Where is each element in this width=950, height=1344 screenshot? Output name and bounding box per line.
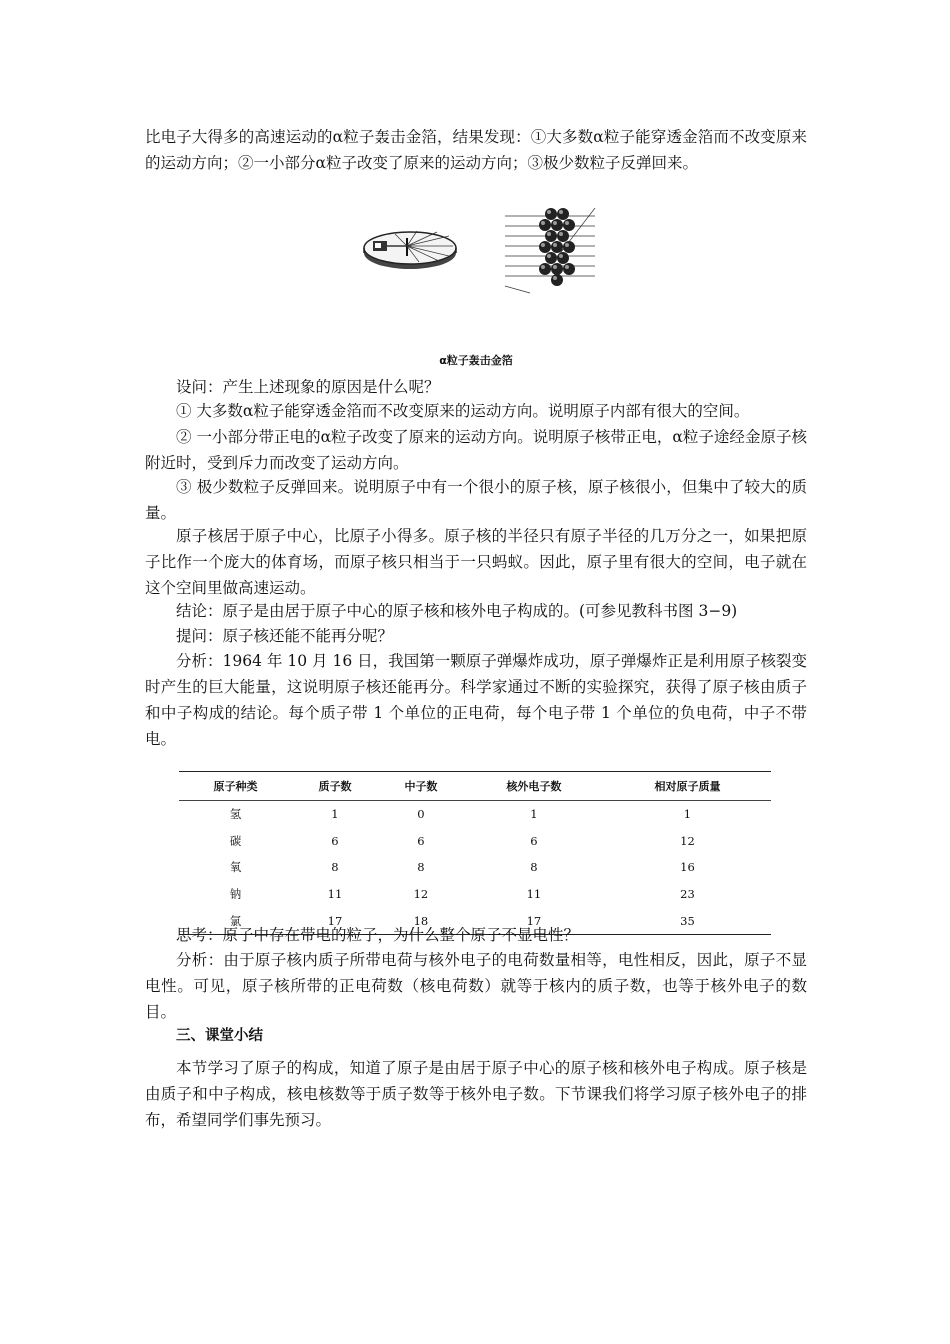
table-header-cell: 相对原子质量 bbox=[604, 772, 771, 801]
table-cell: 钠 bbox=[229, 887, 242, 902]
explanation-3: ③ 极少数粒子反弹回来。说明原子中有一个很小的原子核，原子核很小，但集中了较大的质量。 bbox=[145, 478, 807, 522]
table-row bbox=[179, 854, 771, 881]
table-header-cell: 质子数 bbox=[292, 772, 378, 801]
table-cell: 碳 bbox=[229, 833, 242, 848]
table-cell: 氢 bbox=[229, 807, 242, 822]
atom-composition-table bbox=[179, 771, 771, 935]
table-cell: 35 bbox=[604, 907, 771, 934]
table-cell: 12 bbox=[680, 833, 695, 848]
table-cell: 6 bbox=[331, 833, 339, 848]
table-header-cell: 核外电子数 bbox=[464, 772, 604, 801]
question-2-paragraph: 提问：原子核还能不能再分呢？ bbox=[176, 627, 394, 645]
table-cell: 11 bbox=[327, 887, 343, 902]
table-cell: 0 bbox=[417, 807, 425, 822]
question-paragraph: 设问：产生上述现象的原因是什么呢？ bbox=[176, 378, 440, 396]
analysis-paragraph: 分析：1964 年 10 月 16 日，我国第一颗原子弹爆炸成功，原子弹爆炸正是利用原子核裂变时产生的巨大能量，这说明原子核还能再分。科学家通过不断的实验探究，获得了原子核由质子和中子构成的结论。每个质子带 1 个单位的正电荷，每个电子带 1 个单位的负电荷，中子不带电。 bbox=[145, 652, 807, 748]
section-heading: 三、课堂小结 bbox=[176, 1028, 263, 1044]
table-cell: 6 bbox=[417, 833, 425, 848]
think-paragraph: 思考：原子中存在带电的粒子，为什么整个原子不显电性？ bbox=[176, 926, 580, 944]
table-cell: 23 bbox=[680, 887, 695, 902]
table-row bbox=[179, 801, 771, 828]
analysis-2-paragraph: 分析：由于原子核内质子所带电荷与核外电子的电荷数量相等，电性相反，因此，原子不显电性。可见，原子核所带的正电荷数（核电荷数）就等于核内的质子数，也等于核外电子的数目。 bbox=[145, 951, 807, 1021]
table-cell: 8 bbox=[417, 860, 425, 875]
table-cell: 16 bbox=[680, 860, 695, 875]
summary-paragraph: 本节学习了原子的构成，知道了原子是由居于原子中心的原子核和核外电子构成。原子核是由质子和中子构成，核电核数等于质子数等于核外电子数。下节课我们将学习原子核外电子的排布，希望同学们事先预习。 bbox=[145, 1059, 807, 1129]
table-header-cell: 原子种类 bbox=[179, 772, 292, 801]
table-row bbox=[179, 828, 771, 855]
figure-caption: α粒子轰击金箔 bbox=[439, 354, 513, 367]
apparatus-disc-icon bbox=[364, 231, 456, 269]
table-cell: 氧 bbox=[229, 860, 242, 875]
table-cell: 17 bbox=[292, 907, 378, 934]
table-header-row bbox=[179, 772, 771, 801]
table-cell: 氯 bbox=[179, 907, 292, 934]
table-cell: 12 bbox=[413, 887, 429, 902]
table-cell: 17 bbox=[464, 907, 604, 934]
table-cell: 1 bbox=[331, 807, 339, 822]
table-cell: 11 bbox=[526, 887, 542, 902]
table-cell: 18 bbox=[378, 907, 464, 934]
alpha-scattering-figure bbox=[355, 198, 615, 298]
table-cell: 6 bbox=[530, 833, 538, 848]
table-cell: 8 bbox=[530, 860, 538, 875]
intro-paragraph: 比电子大得多的高速运动的α粒子轰击金箔，结果发现：①大多数α粒子能穿透金箔而不改变原来的运动方向；②一小部分α粒子改变了原来的运动方向；③极少数粒子反弹回来。 bbox=[145, 128, 807, 172]
explanation-1: ① 大多数α粒子能穿透金箔而不改变原来的运动方向。说明原子内部有很大的空间。 bbox=[176, 402, 750, 420]
table-header-cell: 中子数 bbox=[378, 772, 464, 801]
table-row bbox=[179, 881, 771, 908]
conclusion-paragraph: 结论：原子是由居于原子中心的原子核和核外电子构成的。(可参见教科书图 3−9) bbox=[176, 602, 738, 620]
table-cell: 1 bbox=[530, 807, 538, 822]
nucleus-paragraph: 原子核居于原子中心，比原子小得多。原子核的半径只有原子半径的几万分之一，如果把原子比作一个庞大的体育场，而原子核只相当于一只蚂蚁。因此，原子里有很大的空间，电子就在这个空间里做高速运动。 bbox=[145, 527, 807, 597]
table-cell: 1 bbox=[683, 807, 692, 822]
nuclei-lattice-icon bbox=[505, 208, 595, 293]
table-cell: 8 bbox=[331, 860, 339, 875]
alpha-scattering-illustration bbox=[355, 198, 615, 298]
explanation-2: ② 一小部分带正电的α粒子改变了原来的运动方向。说明原子核带正电，α粒子途经金原子核附近时，受到斥力而改变了运动方向。 bbox=[145, 428, 807, 472]
